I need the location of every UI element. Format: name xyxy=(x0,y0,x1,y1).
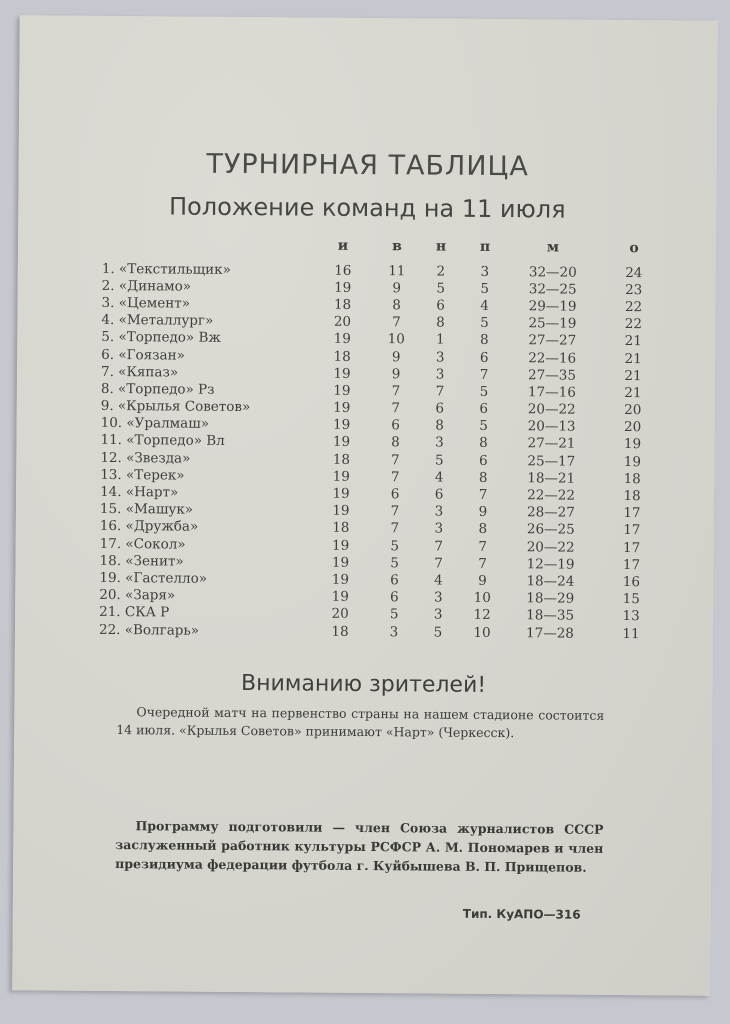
header-games: и xyxy=(337,237,349,254)
wins-cell: 5 xyxy=(390,554,399,572)
team-name-cell: 19. «Гастелло» xyxy=(99,569,208,587)
games-played-cell: 19 xyxy=(333,331,351,348)
losses-cell: 5 xyxy=(480,280,490,297)
goals-cell: 20—22 xyxy=(526,538,575,556)
team-name-cell: 8. «Торпедо» Рз xyxy=(100,380,215,398)
goals-cell: 25—19 xyxy=(528,315,577,332)
goals-cell: 26—25 xyxy=(526,521,575,539)
games-played-cell: 19 xyxy=(333,365,351,382)
wins-cell: 6 xyxy=(391,417,400,434)
points-cell: 17 xyxy=(622,556,641,573)
points-cell: 21 xyxy=(624,384,642,402)
team-name-cell: 22. «Волгарь» xyxy=(98,621,200,639)
goals-cell: 27—27 xyxy=(528,332,577,349)
draws-cell: 3 xyxy=(434,520,444,538)
goals-cell: 18—35 xyxy=(526,607,575,624)
draws-cell: 5 xyxy=(434,452,444,469)
points-cell: 23 xyxy=(625,281,643,298)
wins-cell: 7 xyxy=(391,383,401,400)
draws-cell: 3 xyxy=(434,503,444,520)
wins-cell: 3 xyxy=(389,623,399,640)
credits-text: Программу подготовили — член Союза журналистов СССР заслуженный работник культуры РСФСР А. М. Пономарев и член президиума федерации футбола г. Куйбышева В. П. Прищепов. xyxy=(115,818,604,875)
goals-cell: 18—29 xyxy=(526,590,575,607)
document-subtitle: Положение команд на 11 июля xyxy=(168,192,566,224)
losses-cell: 8 xyxy=(479,435,488,452)
wins-cell: 9 xyxy=(392,279,402,297)
games-played-cell: 18 xyxy=(332,451,351,468)
team-name-cell: 17. «Сокол» xyxy=(99,535,186,553)
team-name-cell: 14. «Нарт» xyxy=(100,483,179,501)
draws-cell: 7 xyxy=(434,538,444,555)
wins-cell: 7 xyxy=(390,503,400,520)
games-played-cell: 19 xyxy=(331,588,349,606)
wins-cell: 5 xyxy=(389,606,399,623)
games-played-cell: 19 xyxy=(332,468,350,485)
draws-cell: 3 xyxy=(435,366,445,383)
games-played-cell: 18 xyxy=(333,348,351,365)
points-cell: 19 xyxy=(623,453,642,470)
wins-cell: 5 xyxy=(390,537,400,554)
draws-cell: 8 xyxy=(435,417,444,434)
points-cell: 13 xyxy=(622,608,640,625)
losses-cell: 7 xyxy=(479,366,489,383)
draws-cell: 7 xyxy=(434,555,443,572)
losses-cell: 9 xyxy=(478,504,488,521)
printer-mark: Тип. КуАПО—316 xyxy=(462,906,581,922)
draws-cell: 3 xyxy=(435,435,444,452)
losses-cell: 5 xyxy=(479,383,489,400)
games-played-cell: 19 xyxy=(332,537,350,554)
goals-cell: 25—17 xyxy=(527,452,576,470)
goals-cell: 17—28 xyxy=(526,624,574,642)
points-cell: 17 xyxy=(623,505,641,522)
goals-cell: 28—27 xyxy=(526,504,575,521)
games-played-cell: 19 xyxy=(332,485,350,502)
points-cell: 17 xyxy=(623,522,641,539)
goals-cell: 17—16 xyxy=(527,384,576,401)
losses-cell: 5 xyxy=(480,315,489,332)
team-name-cell: 11. «Торпедо» Вл xyxy=(100,432,225,450)
losses-cell: 7 xyxy=(478,486,488,503)
draws-cell: 4 xyxy=(434,469,444,486)
points-cell: 20 xyxy=(624,402,642,419)
games-played-cell: 20 xyxy=(331,606,349,623)
header-wins: в xyxy=(392,238,402,255)
header-draws: н xyxy=(435,238,447,255)
wins-cell: 7 xyxy=(390,469,400,486)
points-cell: 18 xyxy=(623,470,641,488)
games-played-cell: 18 xyxy=(333,296,352,313)
losses-cell: 5 xyxy=(479,418,488,435)
notice-body: Очередной матч на первенство страны на нашем стадионе состоится 14 июля. «Крылья Советов» принимают «Нарт» (Черкесск). xyxy=(116,704,605,741)
losses-cell: 7 xyxy=(478,538,488,555)
losses-cell: 8 xyxy=(479,332,489,349)
goals-cell: 12—19 xyxy=(526,556,575,573)
losses-cell: 9 xyxy=(478,572,487,589)
wins-cell: 6 xyxy=(389,589,399,606)
points-cell: 22 xyxy=(624,316,643,333)
team-name-cell: 9. «Крылья Советов» xyxy=(100,398,251,416)
losses-cell: 3 xyxy=(480,263,490,280)
draws-cell: 5 xyxy=(433,624,443,641)
wins-cell: 7 xyxy=(390,520,400,537)
points-cell: 18 xyxy=(623,488,641,505)
draws-cell: 6 xyxy=(434,486,444,503)
goals-cell: 20—13 xyxy=(527,418,576,435)
goals-cell: 27—35 xyxy=(528,366,577,384)
goals-cell: 32—25 xyxy=(528,281,577,298)
team-name-cell: 7. «Кяпаз» xyxy=(100,363,179,381)
draws-cell: 2 xyxy=(436,263,446,280)
wins-cell: 6 xyxy=(390,486,400,503)
team-name-cell: 18. «Зенит» xyxy=(99,552,184,570)
draws-cell: 7 xyxy=(435,383,445,400)
losses-cell: 8 xyxy=(478,469,488,486)
games-played-cell: 20 xyxy=(333,313,352,331)
points-cell: 21 xyxy=(624,333,642,350)
points-cell: 11 xyxy=(622,625,640,642)
points-cell: 22 xyxy=(624,299,643,316)
header-losses: п xyxy=(479,238,491,255)
team-name-cell: 6. «Гоязан» xyxy=(101,346,185,364)
header-points: о xyxy=(629,240,639,257)
table-row xyxy=(99,621,665,643)
games-played-cell: 19 xyxy=(332,502,350,520)
wins-cell: 8 xyxy=(392,297,401,314)
team-name-cell: 21. СКА Р xyxy=(99,604,170,621)
points-cell: 21 xyxy=(624,350,642,367)
table-header-row xyxy=(102,228,668,264)
document-title: ТУРНИРНАЯ ТАБЛИЦА xyxy=(206,148,530,183)
wins-cell: 7 xyxy=(392,314,401,331)
goals-cell: 20—22 xyxy=(527,401,576,418)
losses-cell: 4 xyxy=(480,297,489,314)
standings-table xyxy=(99,228,668,643)
team-name-cell: 5. «Торпедо» Вж xyxy=(101,329,221,347)
standings-body xyxy=(99,260,668,643)
games-played-cell: 19 xyxy=(334,279,352,296)
draws-cell: 3 xyxy=(435,349,445,366)
team-name-cell: 1. «Текстильщик» xyxy=(101,260,231,278)
games-played-cell: 16 xyxy=(334,262,352,279)
draws-cell: 8 xyxy=(436,314,445,331)
wins-cell: 9 xyxy=(391,348,401,365)
games-played-cell: 19 xyxy=(333,399,351,416)
program-page xyxy=(12,15,718,995)
wins-cell: 7 xyxy=(390,451,400,468)
team-name-cell: 15. «Машук» xyxy=(99,501,194,518)
draws-cell: 5 xyxy=(436,280,446,297)
header-goals: м xyxy=(546,239,560,256)
team-name-cell: 4. «Металлург» xyxy=(101,312,214,329)
wins-cell: 11 xyxy=(388,262,406,279)
draws-cell: 4 xyxy=(434,572,443,589)
draws-cell: 1 xyxy=(435,331,445,348)
goals-cell: 18—21 xyxy=(527,470,576,487)
team-name-cell: 13. «Терек» xyxy=(100,466,185,484)
goals-cell: 27—21 xyxy=(527,435,576,453)
losses-cell: 6 xyxy=(479,400,489,418)
points-cell: 24 xyxy=(625,264,643,281)
wins-cell: 9 xyxy=(391,365,401,382)
goals-cell: 22—16 xyxy=(528,349,577,367)
draws-cell: 6 xyxy=(435,400,445,417)
goals-cell: 29—19 xyxy=(528,298,577,315)
points-cell: 20 xyxy=(623,419,642,436)
points-cell: 16 xyxy=(622,573,641,591)
header-team xyxy=(102,228,310,262)
points-cell: 15 xyxy=(622,591,640,608)
losses-cell: 8 xyxy=(478,521,488,538)
draws-cell: 3 xyxy=(433,606,443,623)
games-played-cell: 18 xyxy=(331,623,349,640)
points-cell: 19 xyxy=(623,436,642,453)
games-played-cell: 19 xyxy=(331,571,350,588)
goals-cell: 32—20 xyxy=(528,263,577,281)
losses-cell: 6 xyxy=(478,452,488,469)
goals-cell: 22—22 xyxy=(527,487,576,504)
goals-cell: 18—24 xyxy=(526,573,575,590)
team-name-cell: 16. «Дружба» xyxy=(99,518,199,536)
wins-cell: 8 xyxy=(391,434,400,451)
team-name-cell: 2. «Динамо» xyxy=(101,277,192,295)
draws-cell: 6 xyxy=(436,297,445,314)
team-name-cell: 10. «Уралмаш» xyxy=(100,415,210,433)
games-played-cell: 18 xyxy=(332,520,350,537)
games-played-cell: 19 xyxy=(333,382,351,399)
points-cell: 21 xyxy=(624,367,642,384)
wins-cell: 10 xyxy=(387,331,405,348)
wins-cell: 7 xyxy=(391,400,401,417)
losses-cell: 12 xyxy=(473,607,491,624)
losses-cell: 10 xyxy=(473,624,491,641)
points-cell: 17 xyxy=(623,539,641,556)
losses-cell: 10 xyxy=(473,590,491,607)
losses-cell: 7 xyxy=(478,555,487,572)
games-played-cell: 19 xyxy=(332,417,351,434)
draws-cell: 3 xyxy=(433,589,443,606)
team-name-cell: 3. «Цемент» xyxy=(101,294,191,312)
losses-cell: 6 xyxy=(479,349,489,366)
team-name-cell: 20. «Заря» xyxy=(99,587,176,604)
notice-heading: Вниманию зрителей! xyxy=(240,671,487,698)
wins-cell: 6 xyxy=(390,572,399,589)
games-played-cell: 19 xyxy=(332,434,351,451)
team-name-cell: 12. «Звезда» xyxy=(100,449,191,467)
games-played-cell: 19 xyxy=(331,554,350,571)
